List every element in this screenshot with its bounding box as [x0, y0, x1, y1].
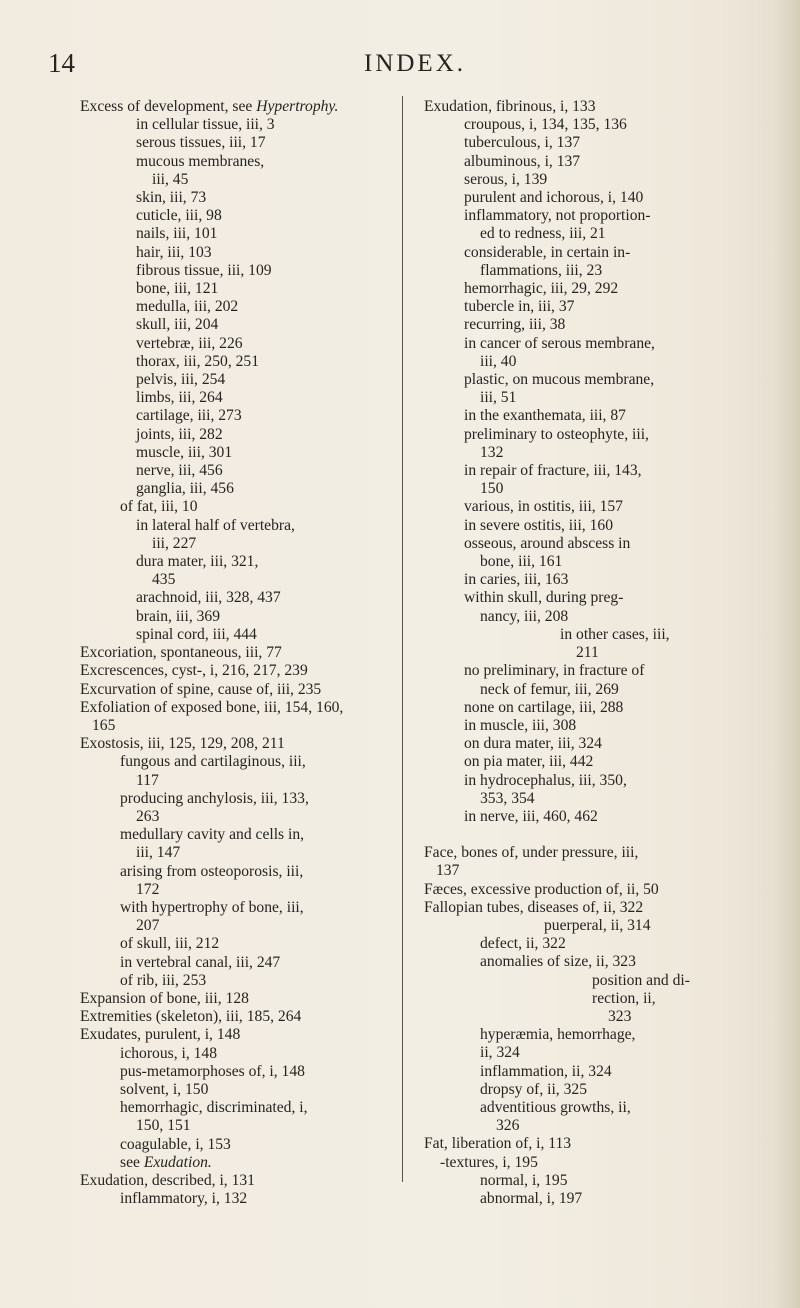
index-entry	[424, 608, 756, 626]
index-entry	[80, 407, 412, 425]
index-entry-text: ii, 324	[480, 1044, 520, 1062]
index-entry-text: on dura mater, iii, 324	[464, 735, 602, 753]
index-entry	[424, 280, 756, 298]
index-entry-text: considerable, in certain in-	[464, 243, 631, 261]
index-entry	[80, 644, 412, 662]
index-entry	[424, 862, 756, 880]
index-entry	[80, 444, 412, 462]
index-entry-text: iii, 147	[136, 844, 181, 862]
index-entry	[424, 662, 756, 680]
index-entry-text: normal, i, 195	[480, 1171, 568, 1189]
index-entry-text: osseous, around abscess in	[464, 534, 631, 552]
index-entry-text: croupous, i, 134, 135, 136	[464, 116, 627, 134]
index-entry	[424, 753, 756, 771]
index-entry-text: 435	[152, 571, 176, 589]
index-entry	[80, 935, 412, 953]
index-entry-text: Exudation, described, i, 131	[80, 1171, 255, 1189]
index-entry	[424, 935, 756, 953]
index-entry-text: medullary cavity and cells in,	[120, 826, 305, 844]
index-entry	[80, 389, 412, 407]
index-entry-text: producing anchylosis, iii, 133,	[120, 789, 309, 807]
index-entry-text: cartilage, iii, 273	[136, 407, 242, 425]
index-entry-text: nancy, iii, 208	[480, 607, 569, 625]
index-entry-text: 137	[436, 862, 460, 880]
index-entry	[80, 753, 412, 771]
index-entry-text: in nerve, iii, 460, 462	[464, 807, 598, 825]
index-entry	[424, 535, 756, 553]
index-entry-text: defect, ii, 322	[480, 935, 566, 953]
index-entry	[80, 863, 412, 881]
cross-reference: Hypertrophy.	[256, 98, 339, 115]
index-entry	[80, 1008, 412, 1026]
index-entry-text: in repair of fracture, iii, 143,	[464, 462, 642, 480]
index-entry-text: 211	[576, 644, 599, 662]
index-entry	[80, 681, 412, 699]
index-entry-text: 132	[480, 443, 504, 461]
index-entry-text: in other cases, iii,	[560, 625, 670, 643]
index-entry-text: adventitious growths, ii,	[480, 1098, 631, 1116]
index-entry	[424, 262, 756, 280]
index-entry-text: 165	[92, 716, 116, 734]
index-entry-text: limbs, iii, 264	[136, 389, 223, 407]
index-entry	[424, 335, 756, 353]
index-entry-text: dropsy of, ii, 325	[480, 1080, 587, 1098]
index-entry	[424, 681, 756, 699]
index-entry-text: no preliminary, in fracture of	[464, 662, 645, 680]
index-entry	[80, 589, 412, 607]
index-entry-text: recurring, iii, 38	[464, 316, 566, 334]
index-entry	[424, 353, 756, 371]
index-entry-text: in the exanthemata, iii, 87	[464, 407, 626, 425]
index-entry	[80, 98, 412, 116]
index-entry-text: cuticle, iii, 98	[136, 207, 222, 225]
index-entry	[424, 480, 756, 498]
index-entry	[424, 808, 756, 826]
index-entry	[424, 498, 756, 516]
index-entry-text: albuminous, i, 137	[464, 152, 581, 170]
index-entry-text: in cancer of serous membrane,	[464, 334, 655, 352]
index-entry-text: in caries, iii, 163	[464, 571, 569, 589]
index-entry	[424, 1154, 756, 1172]
index-entry-text: iii, 40	[480, 352, 517, 370]
index-entry	[424, 626, 756, 644]
index-entry-text: nerve, iii, 456	[136, 462, 223, 480]
index-entry-text: pus-metamorphoses of, i, 148	[120, 1062, 305, 1080]
index-entry-text: 150, 151	[136, 1117, 191, 1135]
index-entry	[80, 808, 412, 826]
index-entry-text: Exfoliation of exposed bone, iii, 154, 160,	[80, 698, 344, 716]
index-entry	[80, 189, 412, 207]
index-entry	[80, 262, 412, 280]
index-entry	[80, 498, 412, 516]
index-entry	[80, 917, 412, 935]
index-entry-text: puerperal, ii, 314	[544, 916, 651, 934]
index-entry-text: pelvis, iii, 254	[136, 371, 226, 389]
index-entry-text: hemorrhagic, discriminated, i,	[120, 1099, 308, 1117]
index-entry-text: hair, iii, 103	[136, 243, 212, 261]
index-entry-text: Fat, liberation of, i, 113	[424, 1135, 572, 1153]
index-entry	[424, 371, 756, 389]
index-entry-text: Extremities (skeleton), iii, 185, 264	[80, 1008, 302, 1026]
index-entry-text: Expansion of bone, iii, 128	[80, 989, 249, 1007]
index-column-right	[424, 98, 756, 1208]
index-entry	[424, 972, 756, 990]
index-entry-text: skin, iii, 73	[136, 189, 207, 207]
index-entry	[424, 881, 756, 899]
index-entry-text: tubercle in, iii, 37	[464, 298, 575, 316]
index-entry-text: dura mater, iii, 321,	[136, 553, 259, 571]
index-entry	[424, 844, 756, 862]
index-entry	[424, 790, 756, 808]
index-entry	[424, 589, 756, 607]
index-entry-text: of skull, iii, 212	[120, 935, 220, 953]
index-entry-text: of fat, iii, 10	[120, 498, 198, 516]
index-entry-text: ichorous, i, 148	[120, 1044, 218, 1062]
index-entry	[424, 735, 756, 753]
index-entry-text: neck of femur, iii, 269	[480, 680, 619, 698]
index-entry-text: anomalies of size, ii, 323	[480, 953, 636, 971]
index-entry	[80, 772, 412, 790]
index-entry	[80, 1063, 412, 1081]
index-entry-text: skull, iii, 204	[136, 316, 219, 334]
index-entry	[80, 1045, 412, 1063]
page-header	[0, 48, 800, 88]
index-entry-text: spinal cord, iii, 444	[136, 625, 257, 643]
index-entry	[80, 790, 412, 808]
index-entry	[80, 954, 412, 972]
index-entry	[424, 1026, 756, 1044]
index-entry-text: plastic, on mucous membrane,	[464, 371, 655, 389]
index-entry-text: 117	[136, 771, 159, 789]
index-entry-text: iii, 45	[152, 170, 189, 188]
index-entry	[424, 1172, 756, 1190]
index-entry	[80, 735, 412, 753]
index-entry-text: ed to redness, iii, 21	[480, 225, 606, 243]
index-entry	[424, 953, 756, 971]
index-entry-text: in muscle, iii, 308	[464, 716, 577, 734]
index-entry	[80, 990, 412, 1008]
index-entry	[424, 899, 756, 917]
index-entry	[80, 699, 412, 717]
index-entry-text: Exostosis, iii, 125, 129, 208, 211	[80, 735, 285, 753]
index-entry	[424, 189, 756, 207]
page-title: INDEX.	[364, 50, 467, 77]
index-entry	[424, 153, 756, 171]
index-entry-text: 353, 354	[480, 789, 535, 807]
index-column-left	[80, 98, 412, 1208]
index-entry-text: vertebræ, iii, 226	[136, 334, 243, 352]
index-entry-text: none on cartilage, iii, 288	[464, 698, 624, 716]
index-entry-text: see	[120, 1153, 144, 1171]
index-entry	[80, 1099, 412, 1117]
index-entry	[80, 244, 412, 262]
index-entry-text: arising from osteoporosis, iii,	[120, 862, 304, 880]
index-entry-text: preliminary to osteophyte, iii,	[464, 425, 649, 443]
index-entry	[80, 171, 412, 189]
index-entry	[80, 335, 412, 353]
index-entry-text: Face, bones of, under pressure, iii,	[424, 844, 639, 862]
index-entry-text: bone, iii, 161	[480, 553, 563, 571]
index-entry	[424, 772, 756, 790]
index-entry-text: 150	[480, 480, 504, 498]
index-entry-text: coagulable, i, 153	[120, 1135, 231, 1153]
index-entry	[80, 662, 412, 680]
page-edge-shadow	[774, 0, 800, 1308]
index-entry-text: Excoriation, spontaneous, iii, 77	[80, 644, 282, 662]
index-entry-text: Exudates, purulent, i, 148	[80, 1026, 241, 1044]
index-entry	[80, 462, 412, 480]
index-entry-text: in hydrocephalus, iii, 350,	[464, 771, 627, 789]
index-entry-text: Fæces, excessive production of, ii, 50	[424, 880, 659, 898]
cross-reference: Exudation.	[143, 1153, 212, 1171]
index-entry	[424, 990, 756, 1008]
index-entry	[80, 371, 412, 389]
index-entry	[424, 699, 756, 717]
index-entry-text: serous, i, 139	[464, 170, 548, 188]
index-entry-text: fungous and cartilaginous, iii,	[120, 753, 306, 771]
index-entry-text: on pia mater, iii, 442	[464, 753, 594, 771]
index-entry-text: rection, ii,	[592, 989, 656, 1007]
index-entry	[80, 881, 412, 899]
index-entry-text: Excurvation of spine, cause of, iii, 235	[80, 680, 322, 698]
index-entry	[80, 207, 412, 225]
index-entry-text: inflammation, ii, 324	[480, 1062, 612, 1080]
index-entry	[80, 535, 412, 553]
index-entry	[80, 826, 412, 844]
index-entry	[424, 917, 756, 935]
index-entry	[80, 1154, 412, 1172]
index-entry-text: serous tissues, iii, 17	[136, 134, 266, 152]
index-entry-text: nails, iii, 101	[136, 225, 218, 243]
index-entry	[424, 1190, 756, 1208]
index-entry	[80, 116, 412, 134]
index-entry-text: -textures, i, 195	[440, 1153, 538, 1171]
index-entry-text: Excrescences, cyst-, i, 216, 217, 239	[80, 662, 308, 680]
index-entry	[80, 280, 412, 298]
index-entry	[80, 298, 412, 316]
index-entry	[424, 517, 756, 535]
index-entry-text: inflammatory, not proportion-	[464, 207, 651, 225]
index-entry	[424, 462, 756, 480]
index-entry	[424, 298, 756, 316]
index-entry	[80, 608, 412, 626]
index-entry	[424, 553, 756, 571]
index-entry-text: 323	[608, 1007, 632, 1025]
index-entry-text: in cellular tissue, iii, 3	[136, 116, 275, 134]
index-entry-text: in severe ostitis, iii, 160	[464, 516, 613, 534]
index-entry-text: muscle, iii, 301	[136, 443, 233, 461]
index-entry	[424, 644, 756, 662]
index-entry	[80, 225, 412, 243]
index-entry-text: inflammatory, i, 132	[120, 1190, 248, 1208]
index-entry-text: solvent, i, 150	[120, 1080, 209, 1098]
index-entry	[424, 407, 756, 425]
index-entry-text: hyperæmia, hemorrhage,	[480, 1026, 636, 1044]
index-entry	[424, 1081, 756, 1099]
index-entry	[80, 571, 412, 589]
index-entry-text: arachnoid, iii, 328, 437	[136, 589, 281, 607]
index-entry-text: of rib, iii, 253	[120, 971, 207, 989]
index-entry	[424, 244, 756, 262]
index-entry	[80, 316, 412, 334]
index-entry	[424, 207, 756, 225]
index-entry	[80, 553, 412, 571]
index-entry-text: medulla, iii, 202	[136, 298, 239, 316]
index-entry-text: fibrous tissue, iii, 109	[136, 261, 272, 279]
index-entry-text: various, in ostitis, iii, 157	[464, 498, 623, 516]
index-entry	[80, 1026, 412, 1044]
page-number: 14	[48, 48, 75, 78]
index-entry	[424, 1099, 756, 1117]
index-entry-text: iii, 51	[480, 389, 517, 407]
index-entry	[80, 1172, 412, 1190]
index-entry-text: 326	[496, 1117, 520, 1135]
index-entry-text: tuberculous, i, 137	[464, 134, 581, 152]
index-entry-text: flammations, iii, 23	[480, 261, 603, 279]
index-entry	[80, 1081, 412, 1099]
index-entry	[424, 1063, 756, 1081]
index-entry	[80, 353, 412, 371]
index-entry-text: hemorrhagic, iii, 29, 292	[464, 280, 619, 298]
index-entry	[424, 316, 756, 334]
index-entry-text: purulent and ichorous, i, 140	[464, 189, 644, 207]
index-entry-text: within skull, during preg-	[464, 589, 624, 607]
index-entry-text: 207	[136, 917, 160, 935]
index-entry	[80, 844, 412, 862]
index-entry	[424, 1117, 756, 1135]
index-entry-text: 172	[136, 880, 160, 898]
index-entry	[80, 517, 412, 535]
index-entry-text: position and di-	[592, 971, 690, 989]
index-entry	[424, 225, 756, 243]
index-entry	[80, 1190, 412, 1208]
index-entry-text: abnormal, i, 197	[480, 1189, 583, 1207]
index-entry	[424, 426, 756, 444]
index-entry-text: thorax, iii, 250, 251	[136, 352, 260, 370]
index-entry-text: iii, 227	[152, 534, 197, 552]
index-entry	[80, 134, 412, 152]
index-entry-text: ganglia, iii, 456	[136, 480, 234, 498]
index-entry-text: in vertebral canal, iii, 247	[120, 953, 281, 971]
index-entry-text: with hypertrophy of bone, iii,	[120, 898, 304, 916]
index-entry-text: Exudation, fibrinous, i, 133	[424, 98, 596, 115]
index-entry	[80, 1117, 412, 1135]
index-entry	[424, 389, 756, 407]
index-entry	[424, 826, 756, 844]
index-entry-text: brain, iii, 369	[136, 607, 221, 625]
index-entry	[424, 1008, 756, 1026]
index-entry	[80, 426, 412, 444]
index-entry	[424, 717, 756, 735]
index-entry	[424, 116, 756, 134]
index-entry	[424, 171, 756, 189]
index-entry-text: joints, iii, 282	[136, 425, 223, 443]
index-entry	[80, 717, 412, 735]
index-entry	[80, 626, 412, 644]
index-entry	[80, 480, 412, 498]
column-divider	[402, 96, 403, 1182]
index-entry	[80, 153, 412, 171]
index-entry-text: Fallopian tubes, diseases of, ii, 322	[424, 898, 644, 916]
index-entry	[424, 1044, 756, 1062]
index-entry	[424, 134, 756, 152]
index-entry-text: in lateral half of vertebra,	[136, 516, 295, 534]
index-entry-text: 263	[136, 807, 160, 825]
index-entry-text: Excess of development, see	[80, 98, 257, 115]
index-entry-text: mucous membranes,	[136, 152, 265, 170]
index-entry	[424, 1135, 756, 1153]
index-entry	[80, 899, 412, 917]
index-entry	[424, 444, 756, 462]
index-entry	[424, 98, 756, 116]
index-entry	[424, 571, 756, 589]
index-entry	[80, 1136, 412, 1154]
index-entry	[80, 972, 412, 990]
index-entry-text: bone, iii, 121	[136, 280, 219, 298]
